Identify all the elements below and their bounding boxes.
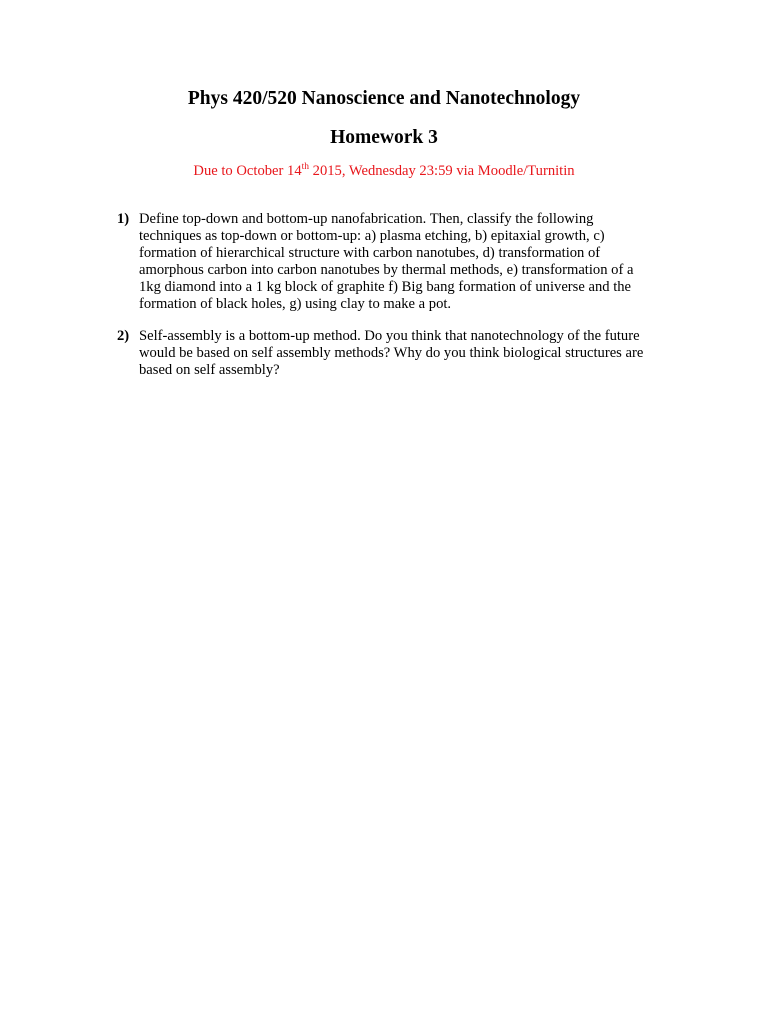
homework-title: Homework 3	[330, 127, 438, 148]
question-text: Define top-down and bottom-up nanofabrication. Then, classify the following techniques as top-down or bottom-up: a) plasma etching, b) epitaxial growth, c) formation of hierarchical structure with carbon nanotubes, d) transformation of amorphous carbon into carbon nanotubes by thermal methods, e) transformation of a 1kg diamond into a 1 kg block of graphite f) Big bang formation of universe and the formation of black holes, g) using clay to make a pot.	[139, 211, 634, 312]
due-date-ordinal-suffix: th	[301, 162, 310, 172]
question-text: Self-assembly is a bottom-up method. Do you think that nanotechnology of the future would be based on self assembly methods? Why do you think biological structures are based on self assembly?	[139, 328, 644, 378]
question-1	[117, 211, 687, 313]
due-date-line	[0, 160, 768, 182]
due-date-rest: 2015, Wednesday 23:59 via Moodle/Turnitin	[309, 163, 575, 179]
question-number: 1)	[117, 211, 130, 227]
due-date-prefix: Due to October 14	[193, 163, 302, 179]
question-number: 2)	[117, 328, 130, 344]
document-title: Phys 420/520 Nanoscience and Nanotechnology	[187, 88, 581, 109]
question-2	[117, 328, 687, 379]
